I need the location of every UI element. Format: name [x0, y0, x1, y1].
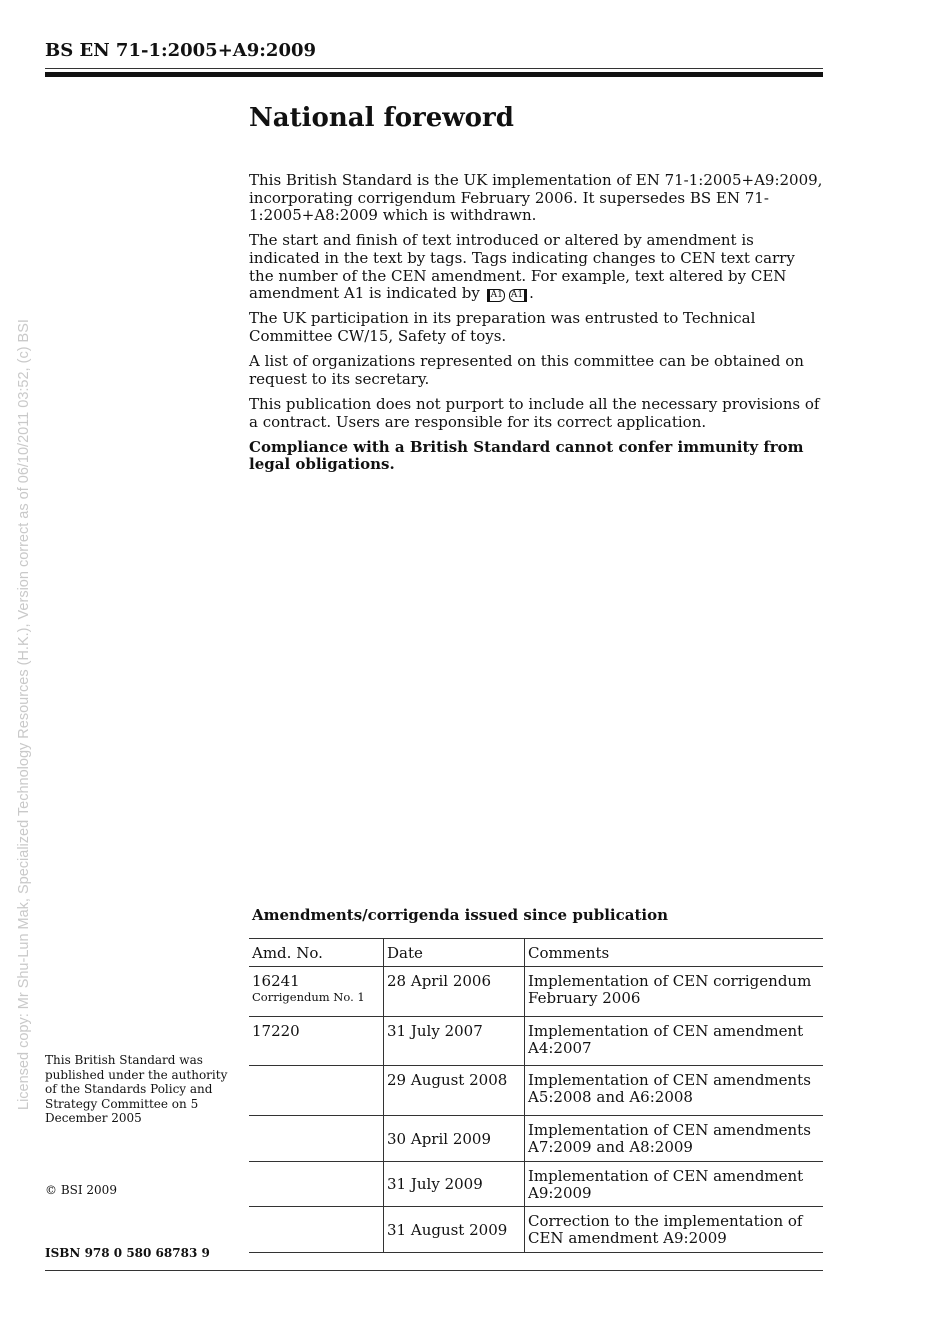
amendment-start-tag-icon: A1 [487, 289, 505, 302]
comments-cell: Implementation of CEN amendments A7:2009 and A8:2009 [525, 1115, 824, 1161]
footer-rule [45, 1270, 823, 1271]
header-rule-thin [45, 68, 823, 69]
amd-no-cell: 17220 [249, 1016, 384, 1065]
foreword-paragraph-2 [249, 232, 824, 302]
foreword-body [249, 172, 824, 481]
amd-no-cell [249, 966, 384, 1016]
compliance-statement: Compliance with a British Standard cannot confer immunity from legal obligations. [249, 437, 804, 474]
date-cell: 31 July 2007 [384, 1016, 525, 1065]
amd-no-cell [249, 1065, 384, 1115]
column-header-amd-no: Amd. No. [249, 939, 384, 967]
comments-cell: Implementation of CEN corrigendum February 2006 [525, 966, 824, 1016]
foreword-paragraph-3: The UK participation in its preparation was entrusted to Technical Committee CW/15, Safety of toys. [249, 309, 756, 345]
comments-cell: Implementation of CEN amendment A9:2009 [525, 1161, 824, 1206]
amendments-header-row [249, 939, 823, 967]
date-cell: 28 April 2006 [384, 966, 525, 1016]
amd-no-cell [249, 1161, 384, 1206]
comments-cell: Implementation of CEN amendment A4:2007 [525, 1016, 824, 1065]
column-header-date: Date [384, 939, 525, 967]
comments-cell: Implementation of CEN amendments A5:2008 and A6:2008 [525, 1065, 824, 1115]
amd-no: 16241 [252, 971, 300, 990]
foreword-paragraph-1: This British Standard is the UK implementation of EN 71-1:2005+A9:2009, incorporating corrigendum February 2006. It supersedes BS EN 71-1:2005+A8:2009 which is withdrawn. [249, 171, 823, 225]
license-watermark: Licensed copy: Mr Shu-Lun Mak, Specialized Technology Resources (H.K.), Version correct as of 06/10/2011 03:52, (c) BSI [16, 319, 32, 1110]
header-rule-thick [45, 72, 823, 77]
page-title: National foreword [249, 103, 514, 133]
amd-no-cell [249, 1115, 384, 1161]
table-row [249, 1161, 823, 1206]
table-row [249, 966, 823, 1016]
document-id-header: BS EN 71-1:2005+A9:2009 [45, 40, 317, 61]
amendments-table [249, 938, 823, 1253]
date-cell: 31 August 2009 [384, 1206, 525, 1252]
date-cell: 30 April 2009 [384, 1115, 525, 1161]
publication-authority-note: This British Standard was published under the authority of the Standards Policy and Strategy Committee on 5 December 2005 [45, 1053, 228, 1126]
comments-cell: Correction to the implementation of CEN amendment A9:2009 [525, 1206, 824, 1252]
copyright-notice: © BSI 2009 [45, 1183, 117, 1197]
date-cell: 31 July 2009 [384, 1161, 525, 1206]
foreword-paragraph-2-end: . [529, 284, 534, 303]
foreword-paragraph-2-text: The start and finish of text introduced or altered by amendment is indicated in the text by tags. Tags indicating changes to CEN text carry the number of the CEN amendment. For example, text altered by CEN amendment A1 is indicated by [249, 231, 795, 303]
isbn: ISBN 978 0 580 68783 9 [45, 1246, 210, 1260]
amendment-end-tag-icon: A1 [509, 289, 527, 302]
table-row [249, 1115, 823, 1161]
amd-note: Corrigendum No. 1 [252, 990, 365, 1004]
column-header-comments: Comments [525, 939, 824, 967]
table-row [249, 1065, 823, 1115]
amendments-heading: Amendments/corrigenda issued since publication [252, 906, 668, 924]
foreword-paragraph-4: A list of organizations represented on this committee can be obtained on request to its secretary. [249, 352, 804, 388]
table-row [249, 1206, 823, 1252]
date-cell: 29 August 2008 [384, 1065, 525, 1115]
table-row [249, 1016, 823, 1065]
amd-no-cell [249, 1206, 384, 1252]
foreword-paragraph-5: This publication does not purport to include all the necessary provisions of a contract. Users are responsible for its correct application. [249, 394, 820, 431]
